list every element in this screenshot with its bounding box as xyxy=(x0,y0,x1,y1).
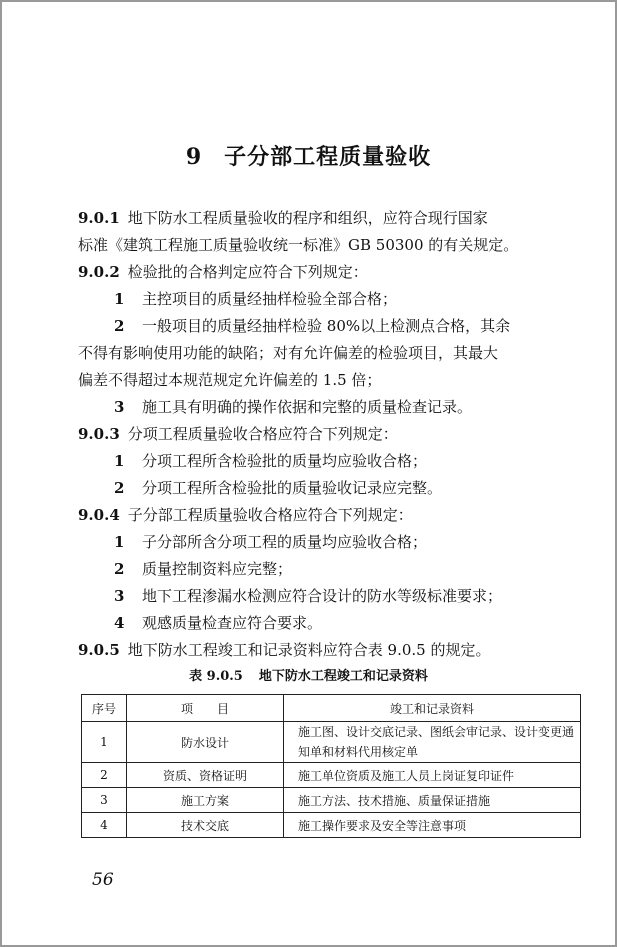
table-row xyxy=(82,722,581,763)
chapter-title-text: 子分部工程质量验收 xyxy=(224,144,432,170)
cell-record xyxy=(284,722,581,763)
clause-number: 9.0.4 xyxy=(78,506,120,524)
item-text: 分项工程所含检验批的质量均应验收合格； xyxy=(142,452,428,470)
list-item xyxy=(78,448,578,475)
item-number: 2 xyxy=(114,560,125,578)
cell-record: 施工操作要求及安全等注意事项 xyxy=(284,813,581,838)
table-row xyxy=(82,788,581,813)
item-number: 1 xyxy=(114,290,125,308)
cell-item: 资质、资格证明 xyxy=(127,763,284,788)
table-header-row xyxy=(82,695,581,722)
cell-item: 施工方案 xyxy=(127,788,284,813)
list-item xyxy=(78,394,578,421)
clause-number: 9.0.5 xyxy=(78,641,120,659)
header-no: 序号 xyxy=(82,695,127,722)
item-text: 一般项目的质量经抽样检验 80%以上检测点合格，其余 xyxy=(142,317,511,335)
cell-no: 1 xyxy=(82,722,127,763)
chapter-title xyxy=(0,140,617,171)
cell-item: 技术交底 xyxy=(127,813,284,838)
clause-9-0-3 xyxy=(78,421,578,448)
list-item xyxy=(78,313,578,340)
item-continuation: 偏差不得超过本规范规定允许偏差的 1.5 倍； xyxy=(78,371,382,389)
cell-record-text: 施工图、设计交底记录、图纸会审记录、设计变更通知单和材料代用核定单 xyxy=(298,725,575,759)
clause-text: 地下防水工程质量验收的程序和组织，应符合现行国家 xyxy=(127,209,488,227)
clause-9-0-4 xyxy=(78,502,578,529)
list-item xyxy=(78,475,578,502)
item-number: 1 xyxy=(114,533,125,551)
item-number: 3 xyxy=(114,398,125,416)
item-number: 2 xyxy=(114,317,125,335)
clause-9-0-1 xyxy=(78,205,578,232)
cell-no: 2 xyxy=(82,763,127,788)
document-body xyxy=(78,205,578,664)
item-number: 3 xyxy=(114,587,125,605)
header-item: 项 目 xyxy=(127,695,284,722)
clause-text: 子分部工程质量验收合格应符合下列规定： xyxy=(127,506,413,524)
cell-item: 防水设计 xyxy=(127,722,284,763)
clause-9-0-1-continuation: 标准《建筑工程施工质量验收统一标准》GB 50300 的有关规定。 xyxy=(78,236,519,254)
list-item xyxy=(78,610,578,637)
clause-number: 9.0.2 xyxy=(78,263,120,281)
list-item xyxy=(78,529,578,556)
page-number: 56 xyxy=(92,870,114,890)
item-text: 观感质量检查应符合要求。 xyxy=(142,614,323,632)
cell-no: 4 xyxy=(82,813,127,838)
clause-text: 检验批的合格判定应符合下列规定： xyxy=(127,263,368,281)
clause-number: 9.0.3 xyxy=(78,425,120,443)
item-text: 地下工程渗漏水检测应符合设计的防水等级标准要求； xyxy=(142,587,503,605)
clause-text: 地下防水工程竣工和记录资料应符合表 9.0.5 的规定。 xyxy=(127,641,491,659)
item-text: 分项工程所含检验批的质量验收记录应完整。 xyxy=(142,479,443,497)
table-caption xyxy=(0,665,617,684)
item-number: 4 xyxy=(114,614,125,632)
item-text: 施工具有明确的操作依据和完整的质量检查记录。 xyxy=(142,398,473,416)
clause-9-0-5 xyxy=(78,637,578,664)
list-item xyxy=(78,583,578,610)
item-text: 主控项目的质量经抽样检验全部合格； xyxy=(142,290,398,308)
table-row xyxy=(82,813,581,838)
item-text: 子分部所含分项工程的质量均应验收合格； xyxy=(142,533,428,551)
item-number: 2 xyxy=(114,479,125,497)
clause-number: 9.0.1 xyxy=(78,209,120,227)
header-record: 竣工和记录资料 xyxy=(284,695,581,722)
chapter-number: 9 xyxy=(185,144,203,170)
item-number: 1 xyxy=(114,452,125,470)
table-caption-title: 地下防水工程竣工和记录资料 xyxy=(258,669,428,684)
table-row xyxy=(82,763,581,788)
list-item xyxy=(78,556,578,583)
page-border-top xyxy=(0,0,617,2)
cell-record: 施工方法、技术措施、质量保证措施 xyxy=(284,788,581,813)
item-text: 质量控制资料应完整； xyxy=(142,560,293,578)
clause-text: 分项工程质量验收合格应符合下列规定： xyxy=(127,425,398,443)
item-continuation: 不得有影响使用功能的缺陷；对有允许偏差的检验项目，其最大 xyxy=(78,344,499,362)
cell-no: 3 xyxy=(82,788,127,813)
clause-9-0-2 xyxy=(78,259,578,286)
cell-record: 施工单位资质及施工人员上岗证复印证件 xyxy=(284,763,581,788)
table-caption-number: 表 9.0.5 xyxy=(189,669,243,684)
list-item xyxy=(78,286,578,313)
records-table xyxy=(81,694,581,838)
